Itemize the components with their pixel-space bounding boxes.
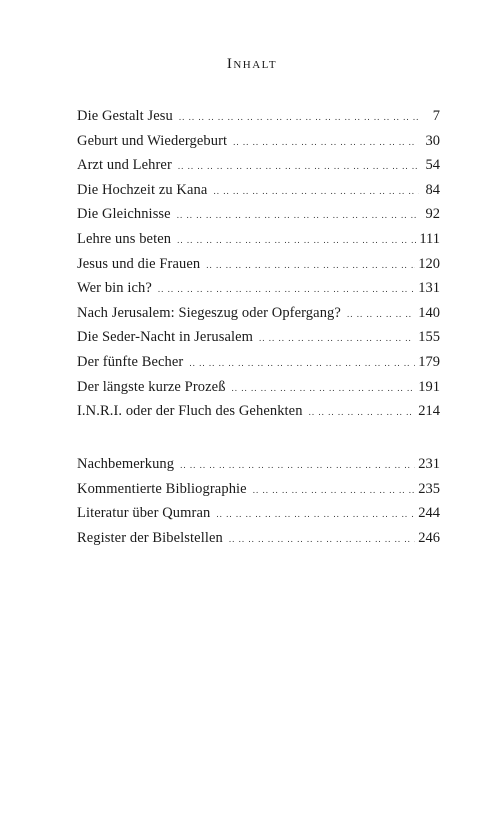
- toc-entry-title: I.N.R.I. oder der Fluch des Gehenkten: [77, 403, 303, 420]
- page-title: Inhalt: [226, 56, 278, 72]
- toc-leader-dots: [189, 358, 415, 368]
- toc-entry-page: 131: [418, 280, 440, 297]
- toc-leader-dots: [177, 235, 416, 245]
- toc-entry[interactable]: [77, 354, 440, 379]
- toc-entry[interactable]: [77, 481, 440, 506]
- toc-entry-page: 120: [418, 255, 440, 272]
- toc-entry[interactable]: [77, 206, 440, 231]
- toc-entry-page: 191: [418, 378, 440, 395]
- toc-leader-dots: [213, 186, 419, 196]
- toc-leader-dots: [229, 534, 415, 544]
- toc-entry-title: Die Seder-Nacht in Jerusalem: [77, 329, 254, 346]
- toc-entry[interactable]: [77, 108, 440, 133]
- toc-entry-title: Nach Jerusalem: Siegeszug oder Opfergang?: [77, 304, 341, 321]
- toc-leader-dots: [180, 460, 415, 470]
- toc-entry-page: 246: [418, 529, 440, 546]
- toc-entry[interactable]: [77, 182, 440, 207]
- toc-entry[interactable]: [77, 379, 440, 404]
- toc-entry-title: Literatur über Qumran: [77, 505, 211, 522]
- toc-entry[interactable]: [77, 157, 440, 182]
- toc-main-list: [77, 108, 440, 428]
- toc-leader-dots: [309, 407, 416, 417]
- toc-entry-title: Die Gleichnisse: [77, 206, 171, 223]
- toc-entry[interactable]: [77, 403, 440, 428]
- toc-entry[interactable]: [77, 305, 440, 330]
- toc-entry-page: 30: [425, 132, 440, 149]
- toc-entry-title: Jesus und die Frauen: [77, 255, 201, 272]
- toc-leader-dots: [347, 309, 415, 319]
- toc-entry-page: 244: [418, 505, 440, 522]
- toc-entry-page: 179: [418, 353, 440, 370]
- toc-leader-dots: [206, 260, 415, 270]
- toc-leader-dots: [158, 284, 415, 294]
- toc-entry[interactable]: [77, 329, 440, 354]
- toc-entry-title: Der längste kurze Prozeß: [77, 378, 226, 395]
- toc-entry-title: Arzt und Lehrer: [77, 157, 172, 174]
- toc-entry-page: 84: [425, 181, 440, 198]
- toc-leader-dots: [216, 509, 415, 519]
- toc-entry-title: Nachbemerkung: [77, 456, 175, 472]
- toc-appendix-list: [77, 456, 440, 554]
- toc-entry[interactable]: [77, 505, 440, 530]
- toc-entry[interactable]: [77, 133, 440, 158]
- toc-entry-page: 214: [418, 403, 440, 420]
- toc-entry-title: Wer bin ich?: [77, 280, 152, 297]
- toc-entry[interactable]: [77, 530, 440, 555]
- toc-entry-page: 140: [418, 304, 440, 321]
- toc-entry[interactable]: [77, 231, 440, 256]
- toc-entry-title: Die Gestalt Jesu: [77, 108, 173, 124]
- toc-entry-page: 155: [418, 329, 440, 346]
- toc-leader-dots: [177, 210, 419, 220]
- toc-leader-dots: [179, 112, 419, 122]
- toc-entry-title: Lehre uns beten: [77, 230, 172, 247]
- toc-entry-page: 231: [418, 456, 440, 472]
- toc-entry[interactable]: [77, 256, 440, 281]
- toc-entry-page: 92: [425, 206, 440, 223]
- toc-leader-dots: [233, 137, 419, 147]
- toc-entry-title: Die Hochzeit zu Kana: [77, 181, 208, 198]
- toc-entry-title: Geburt und Wiedergeburt: [77, 132, 228, 149]
- toc-entry-page: 235: [418, 480, 440, 497]
- toc-entry[interactable]: [77, 280, 440, 305]
- toc-leader-dots: [232, 383, 416, 393]
- toc-entry-page: 54: [425, 157, 440, 174]
- toc-leader-dots: [178, 161, 419, 171]
- toc-entry-page: 7: [432, 108, 440, 124]
- toc-entry-title: Register der Bibelstellen: [77, 529, 223, 546]
- toc-entry-title: Der fünfte Becher: [77, 353, 184, 370]
- toc-leader-dots: [253, 485, 416, 495]
- toc-entry-title: Kommentierte Bibliographie: [77, 480, 247, 497]
- toc-leader-dots: [259, 333, 415, 343]
- toc-entry[interactable]: [77, 456, 440, 481]
- toc-entry-page: 111: [419, 230, 440, 247]
